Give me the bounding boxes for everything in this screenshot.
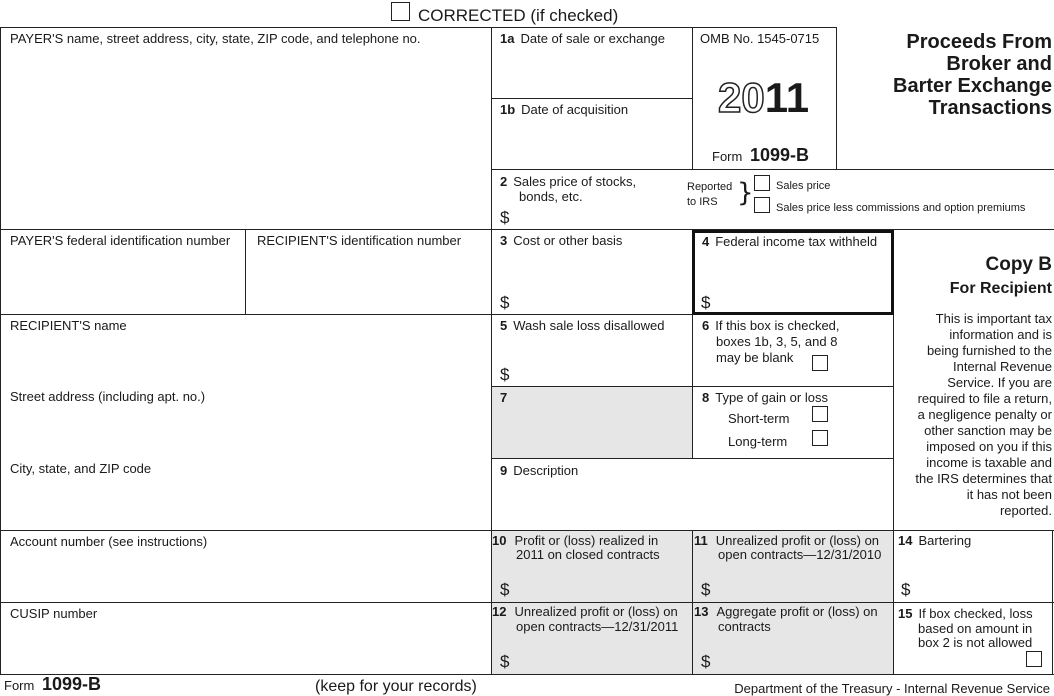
street-address-field[interactable] <box>2 406 489 456</box>
box12-label-line2: open contracts—12/31/2011 <box>516 619 679 634</box>
sales-price-less-checkbox[interactable] <box>754 197 770 213</box>
form-number-header: Form 1099-B <box>712 145 810 165</box>
recipient-id-field[interactable] <box>247 250 489 313</box>
omb-number: OMB No. 1545-0715 <box>700 31 820 46</box>
box2-label: 2 Sales price of stocks, <box>500 174 637 189</box>
box6-checkbox[interactable] <box>812 355 828 371</box>
rule-right-edge <box>1052 530 1053 674</box>
box5-field[interactable] <box>515 335 690 385</box>
box2-label-line2: bonds, etc. <box>519 189 583 204</box>
rule-col-omb-right <box>836 27 837 169</box>
box7-label: 7 <box>500 390 508 405</box>
footer-form-number: Form 1099-B <box>4 674 102 694</box>
box14-field[interactable] <box>916 552 1050 600</box>
tax-year-prefix: 20 <box>718 74 765 121</box>
box9-field[interactable] <box>515 480 891 528</box>
box11-label: 11 Unrealized profit or (loss) on <box>694 533 880 548</box>
copy-title: Copy B <box>985 254 1052 275</box>
city-state-zip-field[interactable] <box>2 478 489 528</box>
box3-field[interactable] <box>515 250 690 312</box>
box8-label: 8 Type of gain or loss <box>702 390 828 405</box>
box10-label: 10 Profit or (loss) realized in <box>492 533 659 548</box>
box5-label: 5 Wash sale loss disallowed <box>500 318 665 333</box>
box7-field[interactable] <box>515 406 690 456</box>
payer-fid-field[interactable] <box>2 250 243 313</box>
box11-field[interactable] <box>716 563 891 600</box>
box4-dollar: $ <box>701 293 711 312</box>
payer-fid-label: PAYER'S federal identification number <box>10 233 231 248</box>
cusip-field[interactable] <box>2 623 489 673</box>
rule-row6 <box>0 530 1054 531</box>
rule-col-omb-left <box>692 27 693 169</box>
copy-subtitle: For Recipient <box>949 280 1052 297</box>
box13-label: 13 Aggregate profit or (loss) on <box>694 604 878 619</box>
recipient-name-field[interactable] <box>2 335 489 385</box>
rule-top <box>0 27 836 28</box>
box11-dollar: $ <box>701 580 711 599</box>
box8-long-term-label: Long-term <box>728 434 788 449</box>
box6-label-line2: boxes 1b, 3, 5, and 8 <box>716 334 838 349</box>
rule-col-ids <box>245 229 246 314</box>
rule-left-edge <box>0 27 1 674</box>
box12-dollar: $ <box>500 652 510 671</box>
tax-year <box>718 76 809 120</box>
box9-label: 9 Description <box>500 463 579 478</box>
box6-label-line3: may be blank <box>716 350 794 365</box>
box1b-field[interactable] <box>493 119 690 167</box>
box4-label: 4 Federal income tax withheld <box>702 234 878 249</box>
box10-field[interactable] <box>515 563 690 600</box>
box13-label-line2: contracts <box>718 619 771 634</box>
rule-col-mid <box>692 314 693 458</box>
box5-dollar: $ <box>500 365 510 384</box>
box12-label: 12 Unrealized profit or (loss) on <box>492 604 678 619</box>
rule-1a <box>491 98 692 99</box>
sales-price-checkbox[interactable] <box>754 175 770 191</box>
copy-notice: This is important tax information and is being furnished to the Internal Revenue Service. If you are required to file a return, a negligence penalty or other sanction may be imposed on you if this income is taxable and the IRS determines that it has not been reported. <box>915 311 1052 518</box>
box2-field[interactable] <box>515 206 680 228</box>
payer-name-field[interactable] <box>2 48 489 228</box>
rule-col-mid-lower <box>692 530 693 674</box>
box13-field[interactable] <box>716 635 891 672</box>
rule-col-right-lower <box>893 530 894 674</box>
box15-label: 15 If box checked, loss <box>898 606 1033 621</box>
account-number-field[interactable] <box>2 551 489 601</box>
corrected-label: CORRECTED (if checked) <box>418 6 619 25</box>
sales-price-less-option-label: Sales price less commissions and option premiums <box>776 202 1026 214</box>
box8-short-term-label: Short-term <box>728 411 790 426</box>
recipient-name-label: RECIPIENT'S name <box>10 318 127 333</box>
box1a-field[interactable] <box>493 48 690 96</box>
box15-label-line3: box 2 is not allowed <box>918 635 1033 650</box>
box12-field[interactable] <box>515 635 690 672</box>
account-number-label: Account number (see instructions) <box>10 534 208 549</box>
rule-row2 <box>0 229 1054 230</box>
sales-price-option-label: Sales price <box>776 180 831 192</box>
box10-label-line2: 2011 on closed contracts <box>516 547 660 562</box>
box4-field[interactable] <box>716 252 888 310</box>
reported-to-irs-line1: Reported <box>687 181 733 193</box>
box11-label-line2: open contracts—12/31/2010 <box>718 547 882 562</box>
box6-label: 6 If this box is checked, <box>702 318 840 333</box>
box3-dollar: $ <box>500 293 510 312</box>
rule-row7 <box>0 602 1054 603</box>
box1b-label: 1b Date of acquisition <box>500 102 629 117</box>
box14-dollar: $ <box>901 580 911 599</box>
rule-bottom <box>0 674 1054 675</box>
corrected-checkbox[interactable] <box>391 2 410 21</box>
box3-label: 3 Cost or other basis <box>500 233 623 248</box>
recipient-id-label: RECIPIENT'S identification number <box>257 233 462 248</box>
box2-dollar: $ <box>500 208 510 227</box>
box8-short-term-checkbox[interactable] <box>812 406 828 422</box>
box14-label: 14 Bartering <box>898 533 972 548</box>
city-state-zip-label: City, state, and ZIP code <box>10 461 152 476</box>
reported-to-irs-line2: to IRS <box>687 196 718 208</box>
box8-long-term-checkbox[interactable] <box>812 430 828 446</box>
box13-dollar: $ <box>701 652 711 671</box>
rule-b7 <box>491 458 893 459</box>
reported-brace: } <box>737 178 754 208</box>
box15-checkbox[interactable] <box>1026 651 1042 667</box>
box10-dollar: $ <box>500 580 510 599</box>
box15-label-line2: based on amount in <box>918 621 1033 636</box>
rule-col-payer <box>491 27 492 674</box>
street-address-label: Street address (including apt. no.) <box>10 389 206 404</box>
footer-keep-records: (keep for your records) <box>315 678 477 695</box>
tax-year-suffix: 11 <box>764 74 810 121</box>
form-title: Proceeds From Broker and Barter Exchange Transactions <box>893 31 1052 119</box>
cusip-label: CUSIP number <box>10 606 98 621</box>
footer-department: Department of the Treasury - Internal Revenue Service <box>734 681 1050 696</box>
box1a-label: 1a Date of sale or exchange <box>500 31 666 46</box>
payer-name-label: PAYER'S name, street address, city, state, ZIP code, and telephone no. <box>10 31 421 46</box>
rule-header-bottom <box>491 169 1054 170</box>
